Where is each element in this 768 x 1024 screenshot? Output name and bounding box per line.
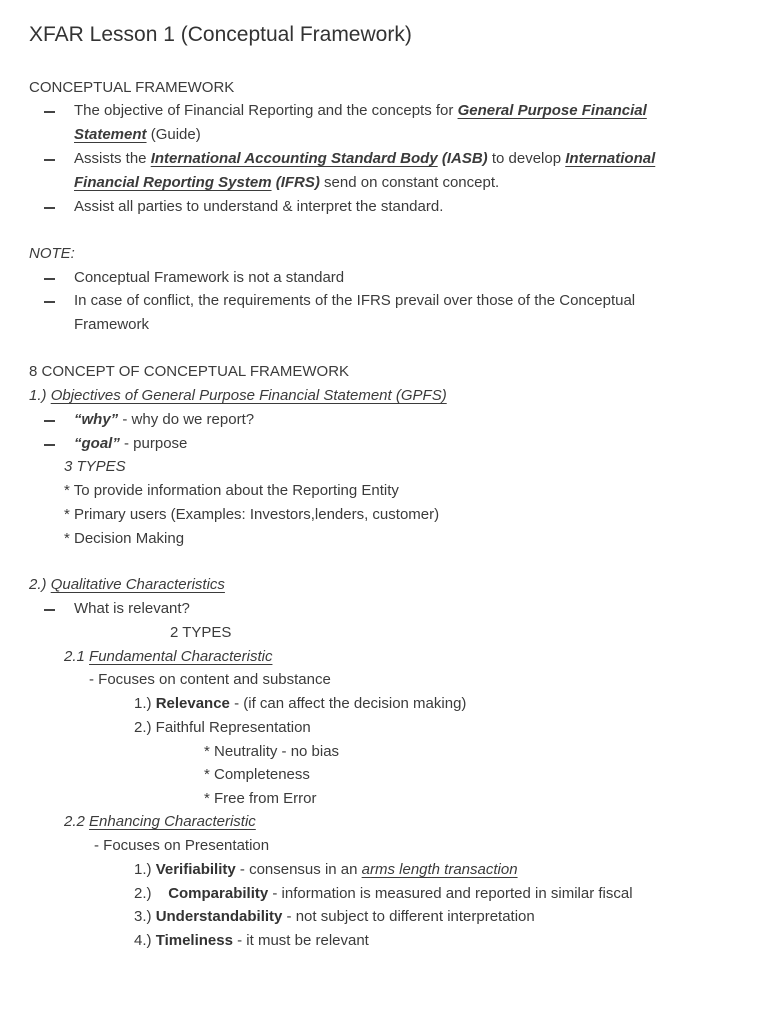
timeliness-text: - it must be relevant	[232, 932, 369, 949]
subsection-2-2-heading	[64, 812, 256, 832]
dash-bullet-icon	[44, 197, 58, 217]
concept-1-types-heading	[64, 457, 126, 477]
concept-1-type-1: * To provide information about the Reporting Entity	[64, 482, 399, 499]
subsection-2-1-title: Fundamental Characteristic	[89, 648, 273, 665]
comparability-text: - information is measured and reported in similar fiscal	[268, 885, 633, 902]
subsection-2-2-focus: - Focuses on Presentation	[94, 837, 270, 854]
concept-1-goal	[74, 434, 187, 454]
cf-bullet-2-term-ifrs: International	[565, 150, 656, 167]
verifiability-term: Verifiability	[155, 861, 236, 878]
relevance-term: Relevance	[155, 695, 230, 712]
cf-bullet-3: Assist all parties to understand & interpret the standard.	[74, 198, 444, 215]
fundamental-item-1	[134, 694, 466, 714]
concept-1-why	[74, 410, 254, 430]
cf-bullet-2-text-2: to develop	[487, 150, 566, 167]
concept-2-heading	[29, 575, 225, 595]
concept-1-type-3: * Decision Making	[64, 530, 185, 547]
concept-2-title: Qualitative Characteristics	[50, 576, 225, 593]
why-term: “why”	[74, 411, 119, 428]
item-number: 1.)	[134, 861, 156, 878]
concept-1-type-2: * Primary users (Examples: Investors,lenders, customer)	[64, 506, 440, 523]
cf-bullet-1-term-cont: Statement	[74, 126, 147, 143]
subsection-2-1-number: 2.1	[64, 648, 90, 665]
cf-bullet-2-abbr-iasb: (IASB)	[437, 150, 488, 167]
timeliness-term: Timeliness	[155, 932, 233, 949]
understandability-term: Understandability	[155, 908, 283, 925]
concept-1-heading	[29, 386, 447, 406]
subsection-2-2-title: Enhancing Characteristic	[89, 813, 256, 830]
note-heading-text: NOTE:	[29, 245, 75, 262]
page-title: XFAR Lesson 1 (Conceptual Framework)	[29, 23, 412, 46]
subsection-2-1-focus: - Focuses on content and substance	[89, 671, 331, 688]
note-bullet-2-cont: Framework	[74, 316, 150, 333]
note-heading	[29, 244, 75, 264]
cf-bullet-1-tail: (Guide)	[146, 126, 201, 143]
goal-text: - purpose	[119, 435, 188, 452]
concept-2-types-heading: 2 TYPES	[170, 624, 232, 641]
concept-2-bullet: What is relevant?	[74, 600, 190, 617]
dash-bullet-icon	[44, 268, 58, 288]
cf-bullet-2	[74, 149, 655, 169]
dash-bullet-icon	[44, 291, 58, 311]
item-number: 2.)	[134, 885, 169, 902]
subsection-2-2-number: 2.2	[64, 813, 90, 830]
cf-bullet-2-cont	[74, 173, 499, 193]
fundamental-item-2: 2.) Faithful Representation	[134, 719, 311, 736]
subsection-2-1-heading	[64, 647, 272, 667]
dash-bullet-icon	[44, 149, 58, 169]
understandability-text: - not subject to different interpretation	[282, 908, 535, 925]
cf-bullet-1-term: General Purpose Financial	[457, 102, 647, 119]
section-heading-conceptual-framework: CONCEPTUAL FRAMEWORK	[29, 79, 235, 96]
cf-bullet-1	[74, 101, 647, 121]
dash-bullet-icon	[44, 599, 58, 619]
cf-bullet-2-abbr-ifrs: (IFRS)	[271, 174, 320, 191]
item-number: 1.)	[134, 695, 156, 712]
note-bullet-1: Conceptual Framework is not a standard	[74, 269, 345, 286]
cf-bullet-2-text: Assists the	[74, 150, 151, 167]
item-number: 4.)	[134, 932, 156, 949]
enhancing-item-4	[134, 931, 369, 951]
cf-bullet-2-tail: send on constant concept.	[319, 174, 500, 191]
concept-1-number: 1.)	[29, 387, 51, 404]
dash-bullet-icon	[44, 434, 58, 454]
concept-1-types-text: 3 TYPES	[64, 458, 126, 475]
verifiability-text: - consensus in an	[235, 861, 362, 878]
cf-bullet-2-term-iasb: International Accounting Standard Body	[150, 150, 438, 167]
relevance-text: - (if can affect the decision making)	[229, 695, 467, 712]
enhancing-item-1	[134, 860, 518, 880]
dash-bullet-icon	[44, 101, 58, 121]
comparability-term: Comparability	[168, 885, 269, 902]
item-number: 3.)	[134, 908, 156, 925]
arms-length-term: arms length transaction	[361, 861, 518, 878]
why-text: - why do we report?	[118, 411, 255, 428]
enhancing-item-3	[134, 907, 535, 927]
goal-term: “goal”	[74, 435, 120, 452]
enhancing-item-2	[134, 884, 633, 904]
cf-bullet-2-term-ifrs-cont: Financial Reporting System	[74, 174, 272, 191]
faithful-sub-3: * Free from Error	[204, 790, 317, 807]
section-heading-8-concepts: 8 CONCEPT OF CONCEPTUAL FRAMEWORK	[29, 363, 350, 380]
cf-bullet-1-text: The objective of Financial Reporting and the concepts for	[74, 102, 458, 119]
faithful-sub-2: * Completeness	[204, 766, 310, 783]
concept-2-number: 2.)	[29, 576, 51, 593]
note-bullet-2: In case of conflict, the requirements of the IFRS prevail over those of the Conceptual	[74, 292, 636, 309]
concept-1-title: Objectives of General Purpose Financial Statement (GPFS)	[50, 387, 447, 404]
dash-bullet-icon	[44, 410, 58, 430]
faithful-sub-1: * Neutrality - no bias	[204, 743, 340, 760]
cf-bullet-1-cont	[74, 125, 201, 145]
